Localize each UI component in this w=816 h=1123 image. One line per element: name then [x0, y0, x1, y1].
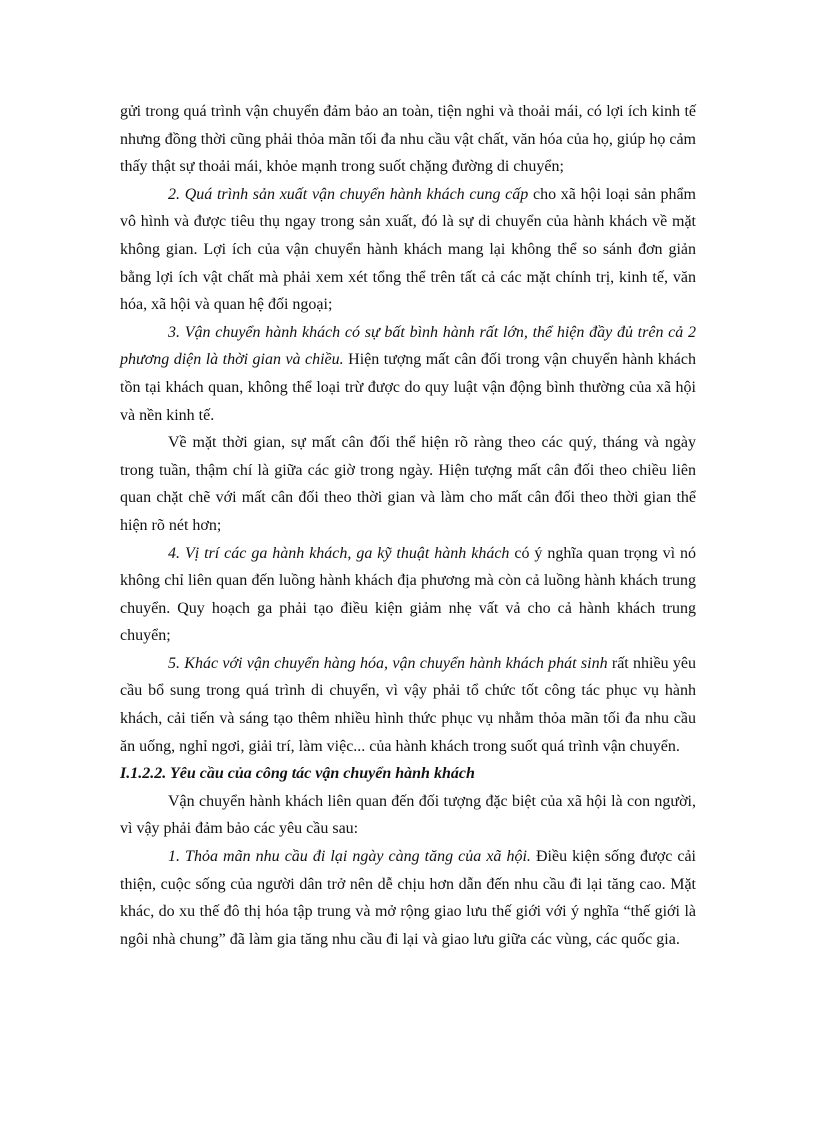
paragraph-5 [120, 540, 696, 650]
paragraph-2-text: cho xã hội loại sản phẩm vô hình và được tiêu thụ ngay trong sản xuất, đó là sự di chuyển của hành khách về mặt không gian. Lợi ích của vận chuyển hành khách mang lại không thể so sánh đơn giản bằng lợi ích vật chất mà phải xem xét tổng thể trên tất cả các mặt chính trị, kinh tế, văn hóa, xã hội và quan hệ đối ngoại; [120, 185, 697, 314]
document-page [120, 98, 696, 953]
paragraph-6-text: rất nhiều yêu cầu bổ sung trong quá trình di chuyển, vì vậy phải tổ chức tốt công tác phục vụ hành khách, cải tiến và sáng tạo thêm nhiều hình thức phục vụ nhằm thỏa mãn tối đa nhu cầu ăn uống, nghỉ ngơi, giải trí, làm việc... của hành khách trong suốt quá trình vận chuyển. [120, 654, 696, 755]
paragraph-8 [120, 843, 696, 953]
paragraph-6-italic: 5. Khác với vận chuyển hàng hóa, vận chuyển hành khách phát sinh [168, 654, 608, 672]
paragraph-5-text: có ý nghĩa quan trọng vì nó không chỉ liên quan đến luồng hành khách địa phương mà còn cả luồng hành khách trung chuyển. Quy hoạch ga phải tạo điều kiện giảm nhẹ vất vả cho cả hành khách trung chuyển; [120, 544, 696, 645]
paragraph-8-italic: 1. Thỏa mãn nhu cầu đi lại ngày càng tăng của xã hội. [168, 848, 531, 866]
paragraph-3 [120, 319, 696, 429]
paragraph-8-text: Điều kiện sống được cải thiện, cuộc sống của người dân trở nên dễ chịu hơn dẫn đến nhu cầu đi lại tăng cao. Mặt khác, do xu thế đô thị hóa tập trung và mở rộng giao lưu thế giới với ý nghĩa “thế giới là ngôi nhà chung” đã làm gia tăng nhu cầu đi lại và giao lưu giữa các vùng, các quốc gia. [120, 848, 697, 948]
section-heading: I.1.2.2. Yêu cầu của công tác vận chuyển hành khách [120, 765, 475, 783]
paragraph-2 [120, 181, 696, 319]
paragraph-2-italic: 2. Quá trình sản xuất vận chuyển hành khách cung cấp [168, 185, 529, 203]
paragraph-3-text: Hiện tượng mất cân đối trong vận chuyển hành khách tồn tại khách quan, không thể loại trừ được do quy luật vận động bình thường của xã hội và nền kinh tế. [120, 351, 697, 424]
paragraph-6 [120, 650, 696, 760]
paragraph-5-italic: 4. Vị trí các ga hành khách, ga kỹ thuật hành khách [168, 544, 510, 562]
paragraph-1: gửi trong quá trình vận chuyển đảm bảo an toàn, tiện nghi và thoải mái, có lợi ích kinh tế nhưng đồng thời cũng phải thỏa mãn tối đa nhu cầu vật chất, văn hóa của họ, giúp họ cảm thấy thật sự thoải mái, khỏe mạnh trong suốt chặng đường di chuyển; [120, 103, 696, 176]
paragraph-4: Về mặt thời gian, sự mất cân đối thể hiện rõ ràng theo các quý, tháng và ngày trong tuần, thậm chí là giữa các giờ trong ngày. Hiện tượng mất cân đối theo chiều liên quan chặt chẽ với mất cân đối theo thời gian và làm cho mất cân đối theo thời gian thể hiện rõ nét hơn; [120, 434, 696, 534]
paragraph-7: Vận chuyển hành khách liên quan đến đối tượng đặc biệt của xã hội là con người, vì vậy phải đảm bảo các yêu cầu sau: [120, 792, 696, 838]
paragraph-3-italic: 3. Vận chuyển hành khách có sự bất bình hành rất lớn, thể hiện đầy đủ trên cả 2 phương diện là thời gian và chiều. [120, 323, 696, 369]
